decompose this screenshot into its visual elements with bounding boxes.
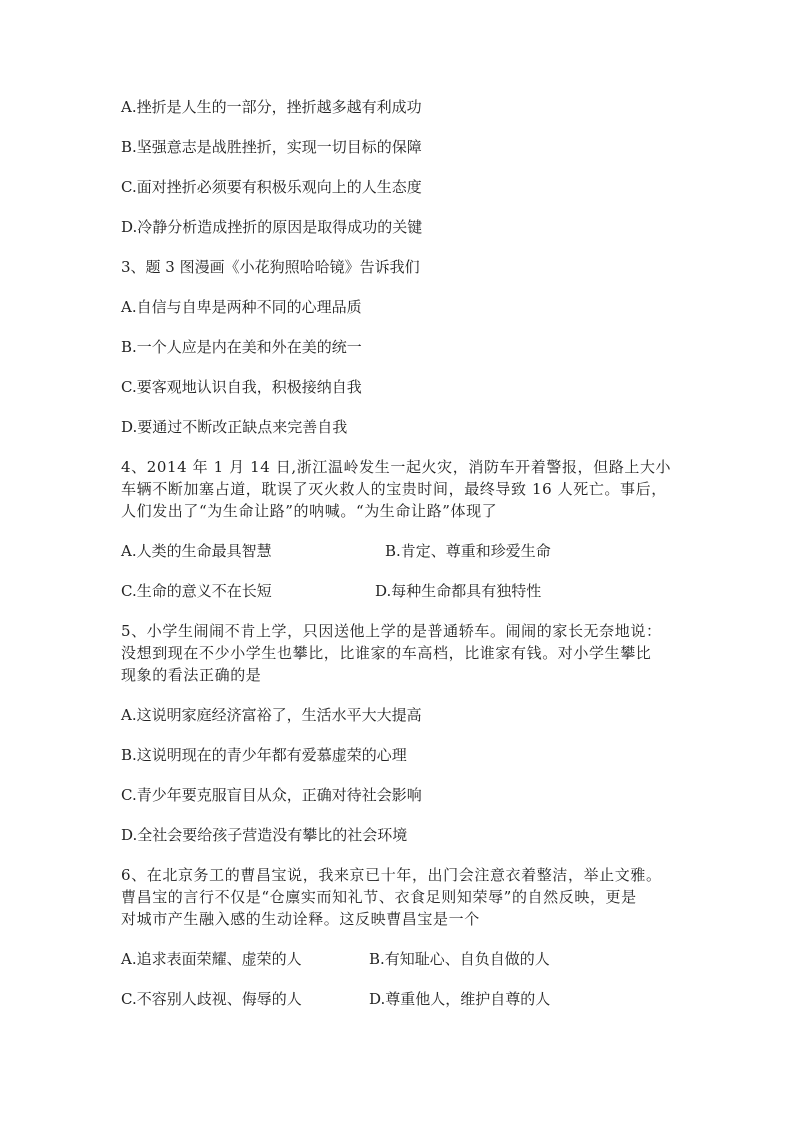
q5-option-c: C.青少年要克服盲目从众，正确对待社会影响 (121, 786, 422, 804)
q6-option-c: C.不容别人歧视、侮辱的人 (121, 990, 302, 1008)
q6-stem-line-1: 6、在北京务工的曹昌宝说，我来京已十年，出门会注意衣着整洁，举止文雅。 (121, 866, 662, 884)
q5-option-a: A.这说明家庭经济富裕了，生活水平大大提高 (121, 706, 422, 724)
q5-stem-line-3: 现象的看法正确的是 (121, 666, 262, 684)
q6-stem-line-2: 曹昌宝的言行不仅是“仓廪实而知礼节、衣食足则知荣辱”的自然反映，更是 (121, 888, 637, 906)
q6-stem (121, 864, 700, 930)
q4-stem (121, 456, 700, 522)
q5-stem (121, 620, 700, 686)
q3-stem: 3、题 3 图漫画《小花狗照哈哈镜》告诉我们 (121, 258, 420, 276)
q4-options-row-1 (121, 540, 700, 562)
q2-option-a: A.挫折是人生的一部分，挫折越多越有利成功 (121, 98, 422, 116)
q2-option-c: C.面对挫折必须要有积极乐观向上的人生态度 (121, 178, 422, 196)
q4-option-d: D.每种生命都具有独特性 (375, 582, 542, 600)
q4-stem-line-3: 人们发出了“为生命让路”的呐喊。“为生命让路”体现了 (121, 502, 498, 520)
q3-option-d: D.要通过不断改正缺点来完善自我 (121, 418, 348, 436)
q5-option-b: B.这说明现在的青少年都有爱慕虚荣的心理 (121, 746, 407, 764)
q4-option-b: B.肯定、尊重和珍爱生命 (385, 542, 551, 560)
q5-stem-line-2: 没想到现在不少小学生也攀比，比谁家的车高档，比谁家有钱。对小学生攀比 (121, 644, 652, 662)
q4-option-c: C.生命的意义不在长短 (121, 582, 272, 600)
q4-option-a: A.人类的生命最具智慧 (121, 542, 272, 560)
q6-options-row-1 (121, 948, 700, 970)
q6-option-b: B.有知耻心、自负自做的人 (369, 950, 550, 968)
q2-option-b: B.坚强意志是战胜挫折，实现一切目标的保障 (121, 138, 422, 156)
q3-option-b: B.一个人应是内在美和外在美的统一 (121, 338, 362, 356)
q5-stem-line-1: 5、小学生闹闹不肯上学，只因送他上学的是普通轿车。闹闹的家长无奈地说： (121, 622, 662, 640)
q6-stem-line-3: 对城市产生融入感的生动诠释。这反映曹昌宝是一个 (121, 910, 480, 928)
q4-stem-line-2: 车辆不断加塞占道，耽误了灭火救人的宝贵时间，最终导致 16 人死亡。事后， (121, 480, 667, 498)
q4-stem-line-1: 4、2014 年 1 月 14 日,浙江温岭发生一起火灾，消防车开着警报，但路上大小 (121, 458, 672, 476)
q6-option-d: D.尊重他人，维护自尊的人 (369, 990, 551, 1008)
q5-option-d: D.全社会要给孩子营造没有攀比的社会环境 (121, 826, 408, 844)
q6-options-row-2 (121, 988, 700, 1010)
q2-option-d: D.冷静分析造成挫折的原因是取得成功的关键 (121, 218, 423, 236)
q4-options-row-2 (121, 580, 700, 602)
q3-option-a: A.自信与自卑是两种不同的心理品质 (121, 298, 362, 316)
q6-option-a: A.追求表面荣耀、虚荣的人 (121, 950, 302, 968)
q3-option-c: C.要客观地认识自我，积极接纳自我 (121, 378, 362, 396)
